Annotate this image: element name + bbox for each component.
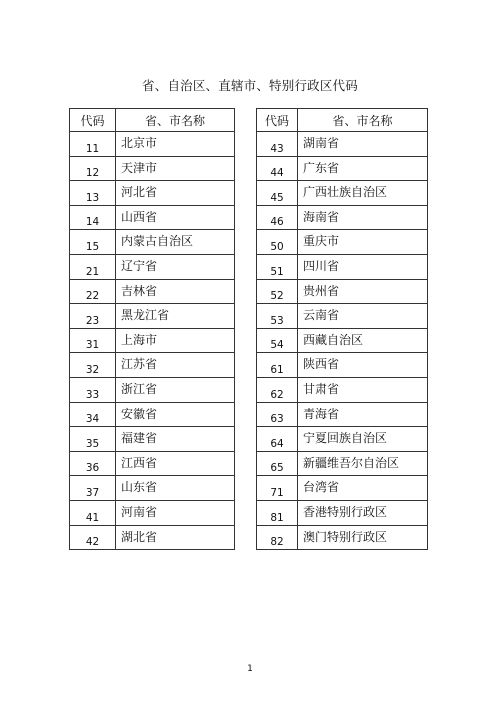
region-name-cell: 甘肃省 [298, 377, 428, 402]
region-name-cell: 湖南省 [298, 132, 428, 157]
region-code-cell: 71 [257, 476, 298, 501]
table-row [70, 205, 235, 230]
region-name-cell: 新疆维吾尔自治区 [298, 451, 428, 476]
table-row [257, 328, 428, 353]
name-column-header: 省、市名称 [116, 109, 235, 132]
region-name-cell: 内蒙古自治区 [116, 230, 235, 255]
region-name-cell: 辽宁省 [116, 254, 235, 279]
region-name-cell: 重庆市 [298, 230, 428, 255]
region-code-cell: 42 [70, 525, 116, 550]
name-column-header: 省、市名称 [298, 109, 428, 132]
table-row [257, 254, 428, 279]
region-name-cell: 福建省 [116, 427, 235, 452]
region-code-cell: 54 [257, 328, 298, 353]
region-code-cell: 23 [70, 304, 116, 329]
region-name-cell: 海南省 [298, 205, 428, 230]
region-code-cell: 35 [70, 427, 116, 452]
region-name-cell: 河南省 [116, 500, 235, 525]
table-row [257, 279, 428, 304]
region-code-cell: 52 [257, 279, 298, 304]
table-row [70, 427, 235, 452]
table-row [70, 132, 235, 157]
region-name-cell: 广西壮族自治区 [298, 181, 428, 206]
province-code-table-left [69, 108, 235, 550]
table-row [257, 353, 428, 378]
region-code-cell: 22 [70, 279, 116, 304]
province-code-table-right [256, 108, 428, 550]
region-code-cell: 61 [257, 353, 298, 378]
region-code-cell: 45 [257, 181, 298, 206]
table-row [70, 156, 235, 181]
table-row [257, 500, 428, 525]
table-row [70, 476, 235, 501]
region-code-cell: 37 [70, 476, 116, 501]
table-row [257, 156, 428, 181]
table-row [70, 254, 235, 279]
region-code-cell: 81 [257, 500, 298, 525]
region-name-cell: 澳门特别行政区 [298, 525, 428, 550]
region-code-cell: 12 [70, 156, 116, 181]
region-name-cell: 宁夏回族自治区 [298, 427, 428, 452]
region-code-cell: 65 [257, 451, 298, 476]
right-table-body [257, 132, 428, 550]
region-name-cell: 西藏自治区 [298, 328, 428, 353]
table-row [257, 451, 428, 476]
region-name-cell: 上海市 [116, 328, 235, 353]
region-code-cell: 53 [257, 304, 298, 329]
table-row [257, 304, 428, 329]
table-row [257, 230, 428, 255]
region-name-cell: 黑龙江省 [116, 304, 235, 329]
region-name-cell: 贵州省 [298, 279, 428, 304]
region-code-cell: 44 [257, 156, 298, 181]
table-row [70, 377, 235, 402]
table-header-row [70, 109, 235, 132]
table-row [70, 353, 235, 378]
region-code-cell: 51 [257, 254, 298, 279]
region-name-cell: 云南省 [298, 304, 428, 329]
region-code-cell: 36 [70, 451, 116, 476]
table-row [70, 304, 235, 329]
region-name-cell: 天津市 [116, 156, 235, 181]
region-name-cell: 陕西省 [298, 353, 428, 378]
table-row [257, 402, 428, 427]
table-row [257, 377, 428, 402]
region-name-cell: 安徽省 [116, 402, 235, 427]
region-name-cell: 北京市 [116, 132, 235, 157]
region-name-cell: 吉林省 [116, 279, 235, 304]
table-row [257, 181, 428, 206]
table-row [70, 328, 235, 353]
table-row [70, 451, 235, 476]
table-row [257, 132, 428, 157]
table-row [257, 476, 428, 501]
region-name-cell: 台湾省 [298, 476, 428, 501]
region-code-cell: 11 [70, 132, 116, 157]
left-table-body [70, 132, 235, 550]
region-name-cell: 浙江省 [116, 377, 235, 402]
region-code-cell: 34 [70, 402, 116, 427]
region-name-cell: 江西省 [116, 451, 235, 476]
table-row [257, 525, 428, 550]
table-row [70, 230, 235, 255]
region-code-cell: 43 [257, 132, 298, 157]
table-row [70, 181, 235, 206]
region-name-cell: 四川省 [298, 254, 428, 279]
region-name-cell: 广东省 [298, 156, 428, 181]
region-name-cell: 青海省 [298, 402, 428, 427]
page-number: 1 [247, 664, 253, 674]
region-code-cell: 50 [257, 230, 298, 255]
table-row [257, 205, 428, 230]
region-name-cell: 山西省 [116, 205, 235, 230]
region-code-cell: 63 [257, 402, 298, 427]
table-header-row [257, 109, 428, 132]
region-code-cell: 33 [70, 377, 116, 402]
table-row [70, 402, 235, 427]
document-title: 省、自治区、直辖市、特别行政区代码 [142, 78, 358, 93]
region-code-cell: 31 [70, 328, 116, 353]
region-code-cell: 13 [70, 181, 116, 206]
code-column-header: 代码 [257, 109, 298, 132]
region-code-cell: 46 [257, 205, 298, 230]
region-code-cell: 32 [70, 353, 116, 378]
region-code-cell: 62 [257, 377, 298, 402]
region-name-cell: 香港特别行政区 [298, 500, 428, 525]
table-row [70, 279, 235, 304]
region-code-cell: 15 [70, 230, 116, 255]
region-code-cell: 21 [70, 254, 116, 279]
code-column-header: 代码 [70, 109, 116, 132]
table-row [70, 525, 235, 550]
region-name-cell: 河北省 [116, 181, 235, 206]
region-code-cell: 14 [70, 205, 116, 230]
table-row [70, 500, 235, 525]
region-code-cell: 64 [257, 427, 298, 452]
table-row [257, 427, 428, 452]
region-name-cell: 湖北省 [116, 525, 235, 550]
region-name-cell: 江苏省 [116, 353, 235, 378]
region-code-cell: 82 [257, 525, 298, 550]
region-code-cell: 41 [70, 500, 116, 525]
region-name-cell: 山东省 [116, 476, 235, 501]
